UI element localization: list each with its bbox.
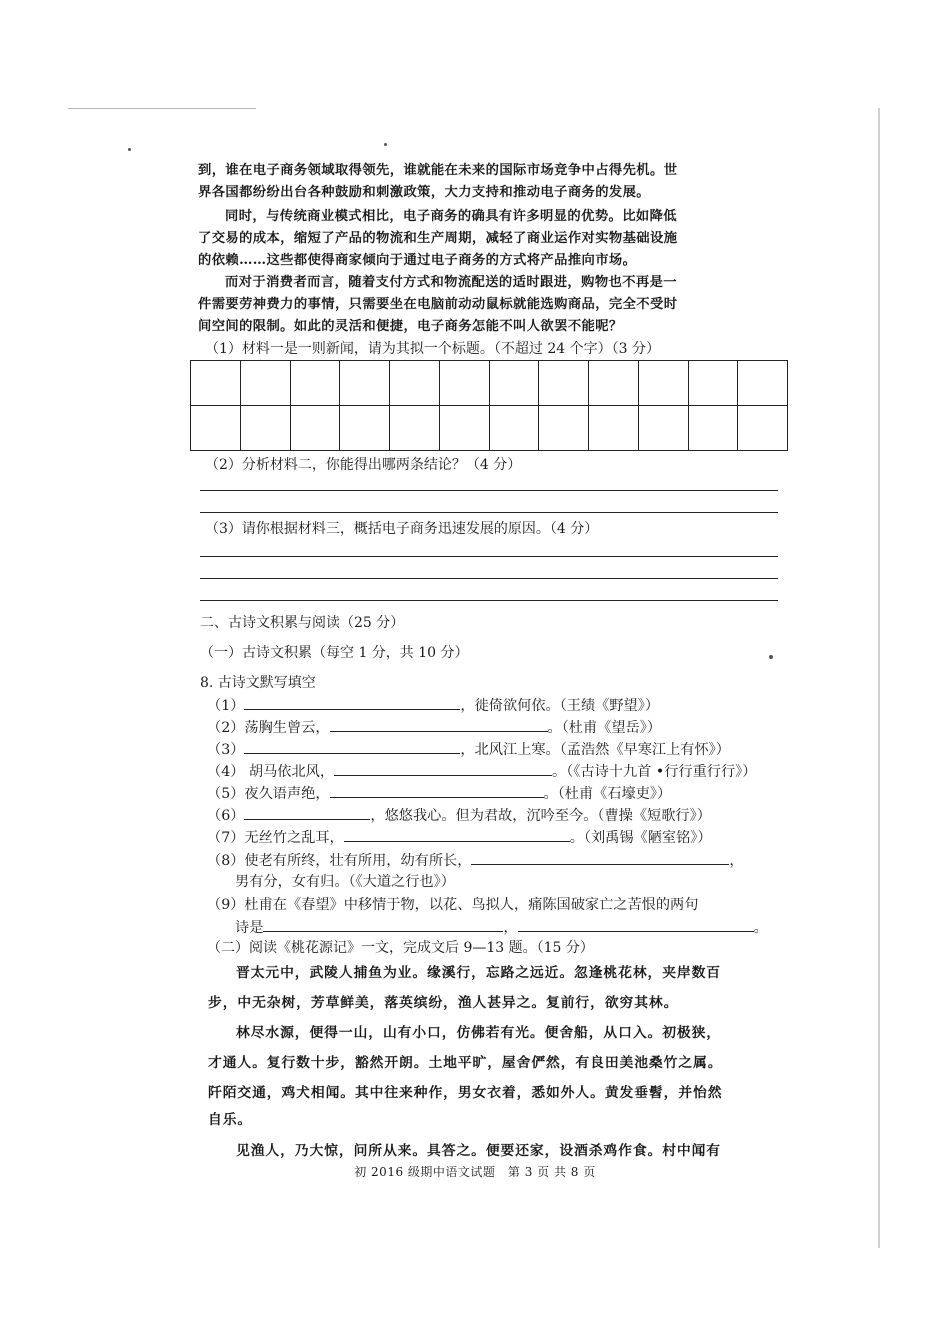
passage-line: 界各国都纷纷出台各种鼓励和刺激政策，大力支持和推动电子商务的发展。	[198, 185, 650, 200]
grid-cell[interactable]	[589, 406, 639, 451]
grid-cell[interactable]	[241, 406, 291, 451]
reading-line: 晋太元中，武陵人捕鱼为业。缘溪行，忘路之远近。忽逢桃花林，夹岸数百	[236, 965, 721, 981]
grid-cell[interactable]	[490, 361, 540, 406]
fill-number: （1）	[207, 698, 245, 714]
fill-item-1: （1） ，徙倚欲何依。（王绩《野望》）	[207, 694, 659, 717]
scan-page-edge	[878, 108, 880, 1248]
fill-blank[interactable]	[263, 916, 503, 932]
grid-cell[interactable]	[191, 361, 241, 406]
fill-blank[interactable]	[471, 849, 729, 865]
grid-cell[interactable]	[440, 361, 490, 406]
section-heading: 二、古诗文积累与阅读（25 分）	[200, 615, 405, 631]
fill-blank[interactable]	[518, 916, 754, 932]
passage-line: 间空间的限制。如此的灵活和便捷，电子商务怎能不叫人欲罢不能呢？	[198, 319, 623, 334]
fill-item-9-continued: 诗是 ， 。	[235, 916, 768, 939]
fill-item-8-continued: 男有分，女有归。（《大道之行也》）	[235, 874, 455, 890]
grid-cell[interactable]	[390, 406, 440, 451]
passage-line: 件需要劳神费力的事情，只需要坐在电脑前动动鼠标就能选购商品，完全不受时	[198, 297, 678, 312]
grid-cell[interactable]	[539, 406, 589, 451]
fill-item-3: （3） ，北风江上寒。（孟浩然《早寒江上有怀》）	[207, 738, 730, 761]
fill-item-7: （7）无丝竹之乱耳， 。（刘禹锡《陋室铭》）	[207, 826, 712, 849]
reading-line: 见渔人，乃大惊，问所从来。具答之。便要还家，设酒杀鸡作食。村中闻有	[236, 1143, 721, 1159]
passage-line: 的依赖……这些都使得商家倾向于通过电子商务的方式将产品推向市场。	[198, 253, 637, 268]
grid-cell[interactable]	[539, 361, 589, 406]
fill-item-6: （6） ，悠悠我心。但为君故，沉吟至今。（曹操《短歌行》）	[207, 804, 711, 827]
fill-blank[interactable]	[244, 694, 460, 710]
reading-line: 自乐。	[208, 1112, 253, 1128]
fill-item-9: （9）杜甫在《春望》中移情于物，以花、鸟拟人，痛陈国破家亡之苦恨的两句	[207, 897, 699, 913]
grid-cell[interactable]	[241, 361, 291, 406]
subsection-heading: （二）阅读《桃花源记》一文，完成文后 9—13 题。（15 分）	[207, 940, 594, 956]
fill-blank[interactable]	[344, 826, 570, 842]
grid-cell[interactable]	[291, 361, 341, 406]
question-1: （1）材料一是一则新闻，请为其拟一个标题。（不超过 24 个字）（3 分）	[205, 341, 660, 357]
passage-line: 到，谁在电子商务领域取得领先，谁就能在未来的国际市场竞争中占得先机。世	[198, 163, 678, 178]
grid-cell[interactable]	[440, 406, 490, 451]
fill-blank[interactable]	[244, 804, 370, 820]
question-8-heading: 8. 古诗文默写填空	[200, 675, 316, 691]
grid-cell[interactable]	[689, 361, 739, 406]
grid-cell[interactable]	[490, 406, 540, 451]
scan-speck	[384, 143, 387, 146]
fill-blank[interactable]	[244, 738, 460, 754]
fill-item-8: （8）使老有所终，壮有所用，幼有所长， ，	[207, 849, 744, 872]
fill-item-4: （4） 胡马依北风， 。（《古诗十九首 •行行重行行》）	[207, 760, 756, 783]
answer-line[interactable]	[200, 578, 778, 579]
grid-cell[interactable]	[191, 406, 241, 451]
reading-line: 阡陌交通，鸡犬相闻。其中往来种作，男女衣着，悉如外人。黄发垂髫，并怡然	[208, 1085, 723, 1101]
grid-cell[interactable]	[738, 361, 788, 406]
reading-line: 步，中无杂树，芳草鲜美，落英缤纷，渔人甚异之。复前行，欲穷其林。	[208, 995, 679, 1011]
grid-cell[interactable]	[340, 361, 390, 406]
page-footer: 初 2016 级期中语文试题 第 3 页 共 8 页	[354, 1165, 596, 1179]
scan-speck	[128, 148, 131, 151]
fill-blank[interactable]	[330, 782, 544, 798]
grid-cell[interactable]	[291, 406, 341, 451]
passage-line: 同时，与传统商业模式相比，电子商务的确具有许多明显的优势。比如降低	[225, 209, 677, 224]
grid-cell[interactable]	[589, 361, 639, 406]
fill-blank[interactable]	[330, 716, 548, 732]
grid-cell[interactable]	[340, 406, 390, 451]
answer-line[interactable]	[200, 600, 778, 601]
grid-cell[interactable]	[639, 406, 689, 451]
reading-line: 林尽水源，便得一山，山有小口，仿佛若有光。便舍船，从口入。初极狭，	[236, 1025, 721, 1041]
answer-line[interactable]	[200, 556, 778, 557]
grid-cell[interactable]	[738, 406, 788, 451]
answer-grid[interactable]	[190, 360, 788, 451]
reading-line: 才通人。复行数十步，豁然开朗。土地平旷，屋舍俨然，有良田美池桑竹之属。	[208, 1055, 723, 1071]
answer-line[interactable]	[200, 512, 778, 513]
passage-line: 了交易的成本，缩短了产品的物流和生产周期，减轻了商业运作对实物基础设施	[198, 231, 678, 246]
question-2: （2）分析材料二，你能得出哪两条结论？（4 分）	[205, 457, 522, 473]
fill-item-2: （2）荡胸生曾云， 。（杜甫《望岳》）	[207, 716, 661, 739]
passage-line: 而对于消费者而言，随着支付方式和物流配送的适时跟进，购物也不再是一	[225, 275, 677, 290]
grid-cell[interactable]	[639, 361, 689, 406]
answer-line[interactable]	[200, 490, 778, 491]
scan-artifact-line	[68, 108, 256, 109]
subsection-heading: （一）古诗文积累（每空 1 分，共 10 分）	[200, 645, 469, 661]
grid-cell[interactable]	[390, 361, 440, 406]
grid-cell[interactable]	[689, 406, 739, 451]
scan-speck	[769, 655, 773, 659]
question-3: （3）请你根据材料三，概括电子商务迅速发展的原因。（4 分）	[205, 521, 599, 537]
fill-blank[interactable]	[334, 760, 552, 776]
fill-item-5: （5）夜久语声绝， 。（杜甫《石壕吏》）	[207, 782, 671, 805]
